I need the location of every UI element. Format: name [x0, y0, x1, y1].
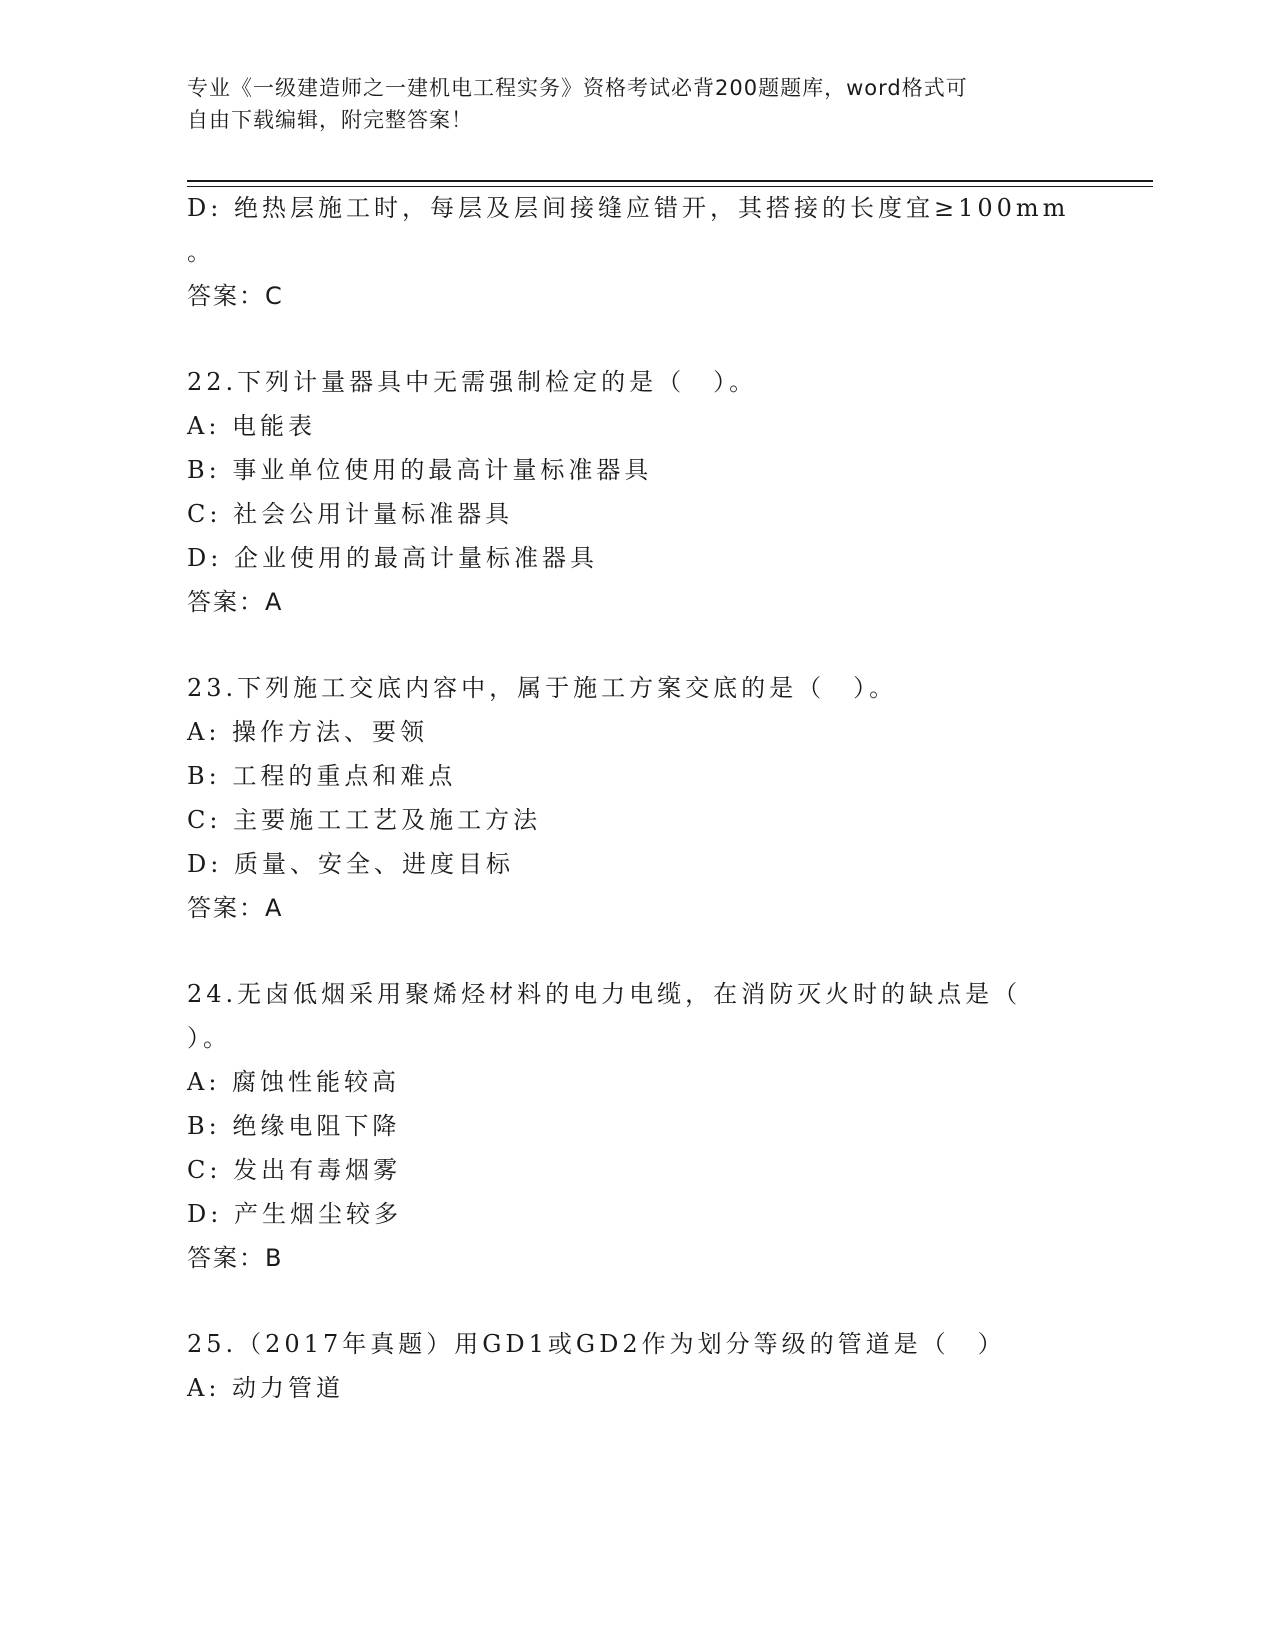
header-line-2: 自由下载编辑，附完整答案！: [187, 108, 473, 132]
header-divider-thin: [187, 186, 1153, 187]
question-22-option-a: A: 电能表: [187, 412, 317, 440]
header-divider-thick: [187, 180, 1153, 182]
question-23-option-d: D: 质量、安全、进度目标: [187, 850, 514, 878]
question-23-answer: 答案：A: [187, 894, 284, 922]
question-23-stem: 23.下列施工交底内容中，属于施工方案交底的是（ ）。: [187, 674, 898, 702]
question-22-option-d: D: 企业使用的最高计量标准器具: [187, 544, 598, 572]
question-22-option-c: C: 社会公用计量标准器具: [187, 500, 514, 528]
question-24-option-c: C: 发出有毒烟雾: [187, 1156, 402, 1184]
question-23-option-b: B: 工程的重点和难点: [187, 762, 457, 790]
question-24-option-d: D: 产生烟尘较多: [187, 1200, 402, 1228]
question-22-stem: 22.下列计量器具中无需强制检定的是（ ）。: [187, 368, 758, 396]
prev-option-d-continuation: 。: [187, 238, 215, 266]
question-25-stem: 25.（2017年真题）用GD1或GD2作为划分等级的管道是（ ）: [187, 1330, 1006, 1358]
prev-answer: 答案：C: [187, 282, 284, 310]
question-24-option-b: B: 绝缘电阻下降: [187, 1112, 401, 1140]
question-24-option-a: A: 腐蚀性能较高: [187, 1068, 401, 1096]
question-23-option-c: C: 主要施工工艺及施工方法: [187, 806, 542, 834]
question-23-option-a: A: 操作方法、要领: [187, 718, 429, 746]
question-25-option-a: A: 动力管道: [187, 1374, 345, 1402]
question-24-stem-continuation: ）。: [187, 1024, 231, 1052]
question-22-answer: 答案：A: [187, 588, 284, 616]
document-header: [187, 72, 1067, 136]
header-line-1: 专业《一级建造师之一建机电工程实务》资格考试必背200题题库，word格式可: [187, 76, 968, 100]
question-24-stem: 24.无卤低烟采用聚烯烃材料的电力电缆，在消防灭火时的缺点是（: [187, 980, 1022, 1008]
question-24-answer: 答案：B: [187, 1244, 284, 1272]
question-22-option-b: B: 事业单位使用的最高计量标准器具: [187, 456, 653, 484]
prev-option-d: D: 绝热层施工时，每层及层间接缝应错开，其搭接的长度宜≥100mm: [187, 194, 1070, 222]
